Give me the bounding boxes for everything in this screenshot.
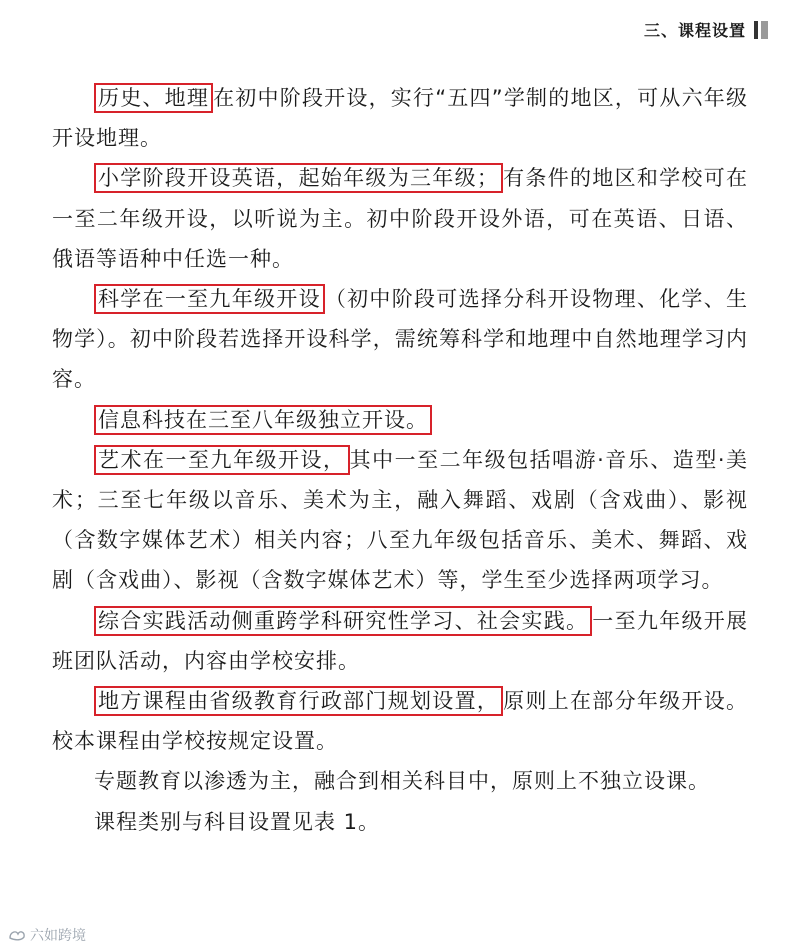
paragraph-history-geography [52,78,748,158]
highlighted-phrase: 历史、地理 [94,83,213,113]
highlighted-phrase: 艺术在一至九年级开设， [94,445,350,475]
paragraph-text: 一至九年级开展班团队活动，内容由学校安排。 [52,608,749,673]
paragraph-text: 专题教育以渗透为主，融合到相关科目中，原则上不独立设课。 [94,769,710,794]
highlighted-phrase: 小学阶段开设英语，起始年级为三年级； [94,163,503,193]
running-header [644,18,768,41]
paragraph-text: 在初中阶段开设，实行“五四”学制的地区，可从六年级开设地理。 [52,86,748,151]
paragraph-text: 有条件的地区和学校可在一至二年级开设，以听说为主。初中阶段开设外语，可在英语、日语、俄语等语种中任选一种。 [52,166,749,271]
highlighted-phrase: 科学在一至九年级开设 [94,284,325,314]
header-bar-mark-light [761,21,768,39]
highlighted-phrase: 信息科技在三至八年级独立开设。 [94,405,432,435]
paragraph-text: （初中阶段可选择分科开设物理、化学、生物学）。初中阶段若选择开设科学，需统筹科学和地理中自然地理学习内容。 [52,287,749,392]
paragraph-english [52,158,748,279]
watermark-text: 六如跨境 [30,928,86,944]
paragraph-science [52,279,748,400]
paragraph-text: 课程类别与科目设置见表 1。 [94,809,381,834]
paragraph-text: 其中一至二年级包括唱游·音乐、造型·美术；三至七年级以音乐、美术为主，融入舞蹈、戏剧（含戏曲）、影视（含数字媒体艺术）相关内容；八至九年级包括音乐、美术、舞蹈、戏剧（含戏曲）、影视（含数字媒体艺术）等，学生至少选择两项学习。 [52,447,748,593]
watermark [8,925,86,945]
page-body [52,78,748,842]
paragraph-local-courses [52,681,748,761]
header-bar-mark [754,21,758,39]
paragraph-text: 原则上在部分年级开设。校本课程由学校按规定设置。 [52,689,749,754]
paragraph-it [52,400,748,440]
paragraph-table-reference [52,802,748,842]
highlighted-phrase: 地方课程由省级教育行政部门规划设置， [94,686,503,716]
paragraph-arts [52,440,748,601]
section-title: 三、课程设置 [643,21,746,40]
highlighted-phrase: 综合实践活动侧重跨学科研究性学习、社会实践。 [94,606,592,636]
paragraph-practice [52,601,748,681]
watermark-logo-icon [8,928,26,942]
paragraph-special-education [52,761,748,801]
